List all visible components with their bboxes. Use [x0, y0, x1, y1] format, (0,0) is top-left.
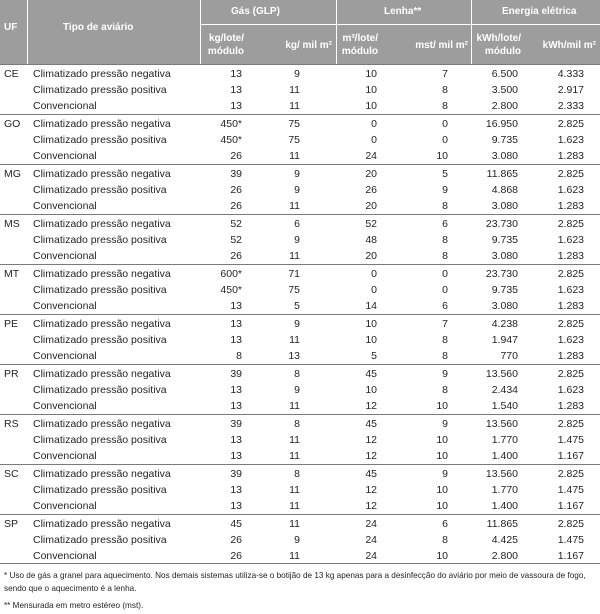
header-uf: UF: [4, 22, 18, 33]
en-mil-cell: 1.283: [557, 250, 584, 262]
gas-lote-cell: 45: [230, 518, 242, 530]
table-row: [0, 332, 600, 348]
en-lote-cell: 23.730: [485, 268, 518, 280]
lenha-lote-cell: 10: [365, 100, 377, 112]
gas-lote-cell: 26: [230, 250, 242, 262]
tipo-cell: Climatizado pressão positiva: [33, 334, 167, 346]
en-mil-cell: 2.825: [557, 218, 584, 230]
tipo-cell: Convencional: [33, 100, 97, 112]
tipo-cell: Convencional: [33, 250, 97, 262]
tipo-cell: Climatizado pressão negativa: [33, 468, 171, 480]
header-gas-kg-mil: kg/ mil m²: [285, 40, 332, 51]
en-lote-cell: 3.080: [491, 250, 518, 262]
gas-mil-cell: 11: [289, 250, 300, 262]
lenha-mil-cell: 10: [436, 434, 448, 446]
tipo-cell: Convencional: [33, 350, 97, 362]
table-row: [0, 466, 600, 482]
header-gas-kg-lote-line2: módulo: [207, 46, 244, 57]
gas-lote-cell: 39: [230, 418, 242, 430]
en-lote-cell: 4.868: [491, 184, 518, 196]
en-lote-cell: 6.500: [491, 68, 518, 80]
lenha-lote-cell: 45: [365, 468, 377, 480]
en-lote-cell: 1.540: [491, 400, 518, 412]
gas-mil-cell: 6: [294, 218, 300, 230]
gas-mil-cell: 9: [294, 318, 300, 330]
gas-lote-cell: 13: [230, 400, 242, 412]
en-lote-cell: 4.238: [491, 318, 518, 330]
gas-mil-cell: 9: [294, 184, 300, 196]
gas-mil-cell: 9: [294, 234, 300, 246]
tipo-cell: Convencional: [33, 550, 97, 562]
lenha-lote-cell: 10: [365, 68, 377, 80]
lenha-lote-cell: 24: [365, 150, 377, 162]
lenha-lote-cell: 12: [365, 500, 377, 512]
en-lote-cell: 1.770: [491, 434, 518, 446]
gas-mil-cell: 11: [289, 400, 300, 412]
lenha-mil-cell: 5: [442, 168, 448, 180]
en-lote-cell: 13.560: [485, 368, 518, 380]
tipo-cell: Climatizado pressão positiva: [33, 484, 167, 496]
gas-lote-cell: 26: [230, 184, 242, 196]
tipo-cell: Climatizado pressão positiva: [33, 234, 167, 246]
table-row: [0, 448, 600, 464]
uf-cell: MS: [4, 218, 20, 230]
en-mil-cell: 1.623: [557, 384, 584, 396]
lenha-mil-cell: 0: [442, 134, 448, 146]
gas-lote-cell: 39: [230, 368, 242, 380]
table-row: [0, 432, 600, 448]
header-gas-kg-lote: [200, 32, 244, 58]
gas-lote-cell: 13: [230, 434, 242, 446]
en-lote-cell: 1.947: [491, 334, 518, 346]
uf-cell: RS: [4, 418, 19, 430]
en-mil-cell: 2.333: [557, 100, 584, 112]
table-row: [0, 182, 600, 198]
gas-lote-cell: 39: [230, 468, 242, 480]
tipo-cell: Climatizado pressão positiva: [33, 184, 167, 196]
header-lenha-mst: mst/ mil m²: [415, 40, 468, 51]
header-energia: Energia elétrica: [502, 6, 577, 17]
tipo-cell: Climatizado pressão negativa: [33, 318, 171, 330]
lenha-lote-cell: 45: [365, 368, 377, 380]
table-row: [0, 482, 600, 498]
gas-mil-cell: 11: [289, 518, 300, 530]
uf-cell: PR: [4, 368, 19, 380]
header-gas-kg-lote-line1: kg/lote/: [208, 33, 244, 44]
en-lote-cell: 3.080: [491, 300, 518, 312]
tipo-cell: Climatizado pressão positiva: [33, 284, 167, 296]
lenha-mil-cell: 6: [442, 218, 448, 230]
lenha-mil-cell: 8: [442, 84, 448, 96]
en-mil-cell: 2.825: [557, 168, 584, 180]
gas-mil-cell: 8: [294, 418, 300, 430]
tipo-cell: Climatizado pressão negativa: [33, 368, 171, 380]
tipo-cell: Convencional: [33, 500, 97, 512]
table-row: [0, 316, 600, 332]
lenha-lote-cell: 0: [371, 134, 377, 146]
lenha-mil-cell: 7: [442, 318, 448, 330]
lenha-mil-cell: 6: [442, 300, 448, 312]
en-mil-cell: 2.825: [557, 268, 584, 280]
tipo-cell: Convencional: [33, 150, 97, 162]
gas-lote-cell: 600*: [220, 268, 242, 280]
lenha-mil-cell: 8: [442, 384, 448, 396]
en-mil-cell: 1.623: [557, 184, 584, 196]
group-separator: [0, 164, 600, 165]
table-bottom-border: [0, 563, 600, 564]
header-energia-kwh-lote-line2: módulo: [484, 46, 521, 57]
table-row: [0, 232, 600, 248]
en-mil-cell: 2.825: [557, 368, 584, 380]
en-mil-cell: 1.283: [557, 400, 584, 412]
tipo-cell: Convencional: [33, 200, 97, 212]
en-lote-cell: 3.080: [491, 200, 518, 212]
en-lote-cell: 16.950: [485, 118, 518, 130]
tipo-cell: Climatizado pressão positiva: [33, 84, 167, 96]
group-separator: [0, 64, 600, 65]
uf-cell: GO: [4, 118, 21, 130]
header-lenha: Lenha**: [384, 6, 422, 17]
uf-cell: CE: [4, 68, 19, 80]
lenha-mil-cell: 8: [442, 200, 448, 212]
en-mil-cell: 4.333: [557, 68, 584, 80]
gas-mil-cell: 71: [288, 268, 300, 280]
tipo-cell: Climatizado pressão negativa: [33, 518, 171, 530]
en-mil-cell: 1.623: [557, 284, 584, 296]
lenha-mil-cell: 0: [442, 284, 448, 296]
en-mil-cell: 2.825: [557, 318, 584, 330]
table-row: [0, 198, 600, 214]
en-mil-cell: 2.825: [557, 468, 584, 480]
en-mil-cell: 2.825: [557, 518, 584, 530]
lenha-lote-cell: 20: [365, 250, 377, 262]
group-separator: [0, 514, 600, 515]
gas-mil-cell: 8: [294, 468, 300, 480]
lenha-lote-cell: 0: [371, 118, 377, 130]
gas-lote-cell: 26: [230, 150, 242, 162]
gas-lote-cell: 13: [230, 300, 242, 312]
table-row: [0, 298, 600, 314]
en-mil-cell: 1.623: [557, 334, 584, 346]
table-row: [0, 398, 600, 414]
en-lote-cell: 9.735: [491, 284, 518, 296]
en-mil-cell: 1.283: [557, 150, 584, 162]
lenha-lote-cell: 0: [371, 284, 377, 296]
table-row: [0, 116, 600, 132]
header-energia-kwh-lote-line1: kWh/lote/: [476, 33, 521, 44]
lenha-lote-cell: 10: [365, 84, 377, 96]
gas-mil-cell: 8: [294, 368, 300, 380]
en-mil-cell: 2.825: [557, 118, 584, 130]
lenha-mil-cell: 10: [436, 400, 448, 412]
group-separator: [0, 364, 600, 365]
en-lote-cell: 13.560: [485, 418, 518, 430]
header-tipo: Tipo de aviário: [63, 22, 134, 33]
header-lenha-m3-lote-line1: m³/lote/: [342, 33, 378, 44]
gas-lote-cell: 13: [230, 100, 242, 112]
gas-mil-cell: 9: [294, 384, 300, 396]
gas-mil-cell: 11: [289, 434, 300, 446]
table-row: [0, 216, 600, 232]
gas-mil-cell: 9: [294, 68, 300, 80]
en-lote-cell: 1.770: [491, 484, 518, 496]
en-mil-cell: 1.475: [557, 484, 584, 496]
tipo-cell: Convencional: [33, 300, 97, 312]
header-lenha-m3-lote: [336, 32, 378, 58]
tipo-cell: Climatizado pressão negativa: [33, 218, 171, 230]
gas-mil-cell: 5: [294, 300, 300, 312]
en-lote-cell: 23.730: [485, 218, 518, 230]
gas-mil-cell: 11: [289, 100, 300, 112]
lenha-lote-cell: 45: [365, 418, 377, 430]
gas-lote-cell: 13: [230, 84, 242, 96]
en-lote-cell: 770: [500, 350, 518, 362]
uf-cell: SC: [4, 468, 19, 480]
lenha-lote-cell: 12: [365, 434, 377, 446]
lenha-mil-cell: 0: [442, 118, 448, 130]
table-row: [0, 82, 600, 98]
footnote-1: * Uso de gás a granel para aquecimento. Nos demais sistemas utiliza-se o botijão de 13 kg apenas para a desinfecção do aviário por meio de vassoura de fogo, sendo que o aquecimento é a lenha.: [4, 571, 586, 593]
table-row: [0, 532, 600, 548]
footnote-2: ** Mensurada em metro estéreo (mst).: [4, 601, 144, 610]
lenha-lote-cell: 12: [365, 484, 377, 496]
gas-mil-cell: 11: [289, 200, 300, 212]
gas-mil-cell: 75: [288, 284, 300, 296]
table-row: [0, 248, 600, 264]
lenha-lote-cell: 10: [365, 384, 377, 396]
gas-lote-cell: 13: [230, 318, 242, 330]
tipo-cell: Climatizado pressão positiva: [33, 534, 167, 546]
group-separator: [0, 464, 600, 465]
lenha-mil-cell: 8: [442, 534, 448, 546]
gas-lote-cell: 13: [230, 450, 242, 462]
lenha-mil-cell: 10: [436, 550, 448, 562]
en-mil-cell: 1.623: [557, 234, 584, 246]
header-lenha-m3-lote-line2: módulo: [341, 46, 378, 57]
lenha-mil-cell: 9: [442, 184, 448, 196]
en-lote-cell: 11.865: [486, 518, 518, 530]
lenha-lote-cell: 24: [365, 550, 377, 562]
lenha-mil-cell: 9: [442, 368, 448, 380]
table-row: [0, 98, 600, 114]
gas-lote-cell: 26: [230, 200, 242, 212]
lenha-lote-cell: 10: [365, 334, 377, 346]
en-mil-cell: 1.623: [557, 134, 584, 146]
tipo-cell: Climatizado pressão negativa: [33, 418, 171, 430]
gas-lote-cell: 39: [230, 168, 242, 180]
table-row: [0, 282, 600, 298]
gas-mil-cell: 11: [289, 334, 300, 346]
lenha-mil-cell: 9: [442, 468, 448, 480]
table-row: [0, 382, 600, 398]
table-row: [0, 366, 600, 382]
lenha-mil-cell: 0: [442, 268, 448, 280]
lenha-mil-cell: 8: [442, 350, 448, 362]
gas-mil-cell: 13: [288, 350, 300, 362]
gas-lote-cell: 13: [230, 484, 242, 496]
gas-mil-cell: 75: [288, 118, 300, 130]
lenha-lote-cell: 52: [365, 218, 377, 230]
gas-mil-cell: 9: [294, 168, 300, 180]
gas-lote-cell: 13: [230, 500, 242, 512]
table-row: [0, 66, 600, 82]
gas-mil-cell: 11: [289, 484, 300, 496]
header-energia-kwh-mil: kWh/mil m²: [542, 40, 596, 51]
table-header: [0, 0, 600, 64]
gas-lote-cell: 52: [230, 218, 242, 230]
table-row: [0, 516, 600, 532]
gas-mil-cell: 9: [294, 534, 300, 546]
en-mil-cell: 1.167: [557, 550, 584, 562]
tipo-cell: Convencional: [33, 450, 97, 462]
en-lote-cell: 2.800: [491, 100, 518, 112]
en-lote-cell: 13.560: [485, 468, 518, 480]
gas-lote-cell: 450*: [220, 134, 242, 146]
lenha-mil-cell: 6: [442, 518, 448, 530]
tipo-cell: Climatizado pressão negativa: [33, 268, 171, 280]
lenha-mil-cell: 8: [442, 100, 448, 112]
tipo-cell: Climatizado pressão negativa: [33, 118, 171, 130]
lenha-lote-cell: 20: [365, 200, 377, 212]
en-lote-cell: 3.080: [491, 150, 518, 162]
tipo-cell: Climatizado pressão positiva: [33, 434, 167, 446]
tipo-cell: Climatizado pressão positiva: [33, 134, 167, 146]
group-separator: [0, 314, 600, 315]
en-lote-cell: 1.400: [491, 450, 518, 462]
table-row: [0, 166, 600, 182]
gas-lote-cell: 26: [230, 534, 242, 546]
lenha-mil-cell: 10: [436, 450, 448, 462]
en-mil-cell: 1.475: [557, 434, 584, 446]
table-row: [0, 148, 600, 164]
tipo-cell: Convencional: [33, 400, 97, 412]
header-energia-kwh-lote: [471, 32, 521, 58]
gas-mil-cell: 11: [289, 84, 300, 96]
group-separator: [0, 414, 600, 415]
lenha-lote-cell: 26: [365, 184, 377, 196]
en-mil-cell: 1.283: [557, 350, 584, 362]
gas-lote-cell: 52: [230, 234, 242, 246]
en-mil-cell: 1.167: [557, 500, 584, 512]
en-mil-cell: 1.283: [557, 200, 584, 212]
tipo-cell: Climatizado pressão negativa: [33, 68, 171, 80]
lenha-mil-cell: 10: [436, 500, 448, 512]
en-mil-cell: 1.283: [557, 300, 584, 312]
en-mil-cell: 1.167: [557, 450, 584, 462]
gas-mil-cell: 11: [289, 550, 300, 562]
gas-mil-cell: 11: [289, 150, 300, 162]
gas-mil-cell: 75: [288, 134, 300, 146]
lenha-lote-cell: 10: [365, 318, 377, 330]
gas-lote-cell: 450*: [220, 284, 242, 296]
lenha-lote-cell: 0: [371, 268, 377, 280]
en-lote-cell: 2.800: [491, 550, 518, 562]
lenha-mil-cell: 8: [442, 234, 448, 246]
lenha-mil-cell: 9: [442, 418, 448, 430]
group-separator: [0, 114, 600, 115]
en-lote-cell: 9.735: [491, 134, 518, 146]
table-row: [0, 266, 600, 282]
lenha-mil-cell: 10: [436, 484, 448, 496]
uf-cell: SP: [4, 518, 19, 530]
lenha-lote-cell: 5: [371, 350, 377, 362]
gas-lote-cell: 13: [230, 334, 242, 346]
en-mil-cell: 2.825: [557, 418, 584, 430]
table-row: [0, 132, 600, 148]
lenha-lote-cell: 24: [365, 534, 377, 546]
lenha-lote-cell: 12: [365, 400, 377, 412]
uf-cell: MG: [4, 168, 21, 180]
table-row: [0, 348, 600, 364]
table-row: [0, 548, 600, 564]
en-lote-cell: 2.434: [491, 384, 518, 396]
gas-lote-cell: 26: [230, 550, 242, 562]
uf-cell: PE: [4, 318, 19, 330]
tipo-cell: Climatizado pressão positiva: [33, 384, 167, 396]
en-lote-cell: 11.865: [486, 168, 518, 180]
lenha-mil-cell: 7: [442, 68, 448, 80]
en-lote-cell: 3.500: [491, 84, 518, 96]
gas-lote-cell: 8: [236, 350, 242, 362]
tipo-cell: Climatizado pressão negativa: [33, 168, 171, 180]
lenha-mil-cell: 8: [442, 250, 448, 262]
en-lote-cell: 4.425: [491, 534, 518, 546]
lenha-lote-cell: 48: [365, 234, 377, 246]
gas-lote-cell: 13: [230, 68, 242, 80]
en-lote-cell: 9.735: [491, 234, 518, 246]
gas-mil-cell: 11: [289, 500, 300, 512]
en-mil-cell: 2.917: [557, 84, 584, 96]
header-gas: Gás (GLP): [231, 6, 280, 17]
lenha-mil-cell: 10: [436, 150, 448, 162]
gas-lote-cell: 450*: [220, 118, 242, 130]
group-separator: [0, 214, 600, 215]
uf-cell: MT: [4, 268, 20, 280]
header-col-divider: [27, 0, 28, 64]
lenha-mil-cell: 8: [442, 334, 448, 346]
table-row: [0, 498, 600, 514]
header-divider: [200, 24, 600, 25]
gas-mil-cell: 11: [289, 450, 300, 462]
en-lote-cell: 1.400: [491, 500, 518, 512]
gas-lote-cell: 13: [230, 384, 242, 396]
lenha-lote-cell: 14: [365, 300, 377, 312]
table-row: [0, 416, 600, 432]
lenha-lote-cell: 24: [365, 518, 377, 530]
lenha-lote-cell: 12: [365, 450, 377, 462]
en-mil-cell: 1.475: [557, 534, 584, 546]
lenha-lote-cell: 20: [365, 168, 377, 180]
group-separator: [0, 264, 600, 265]
